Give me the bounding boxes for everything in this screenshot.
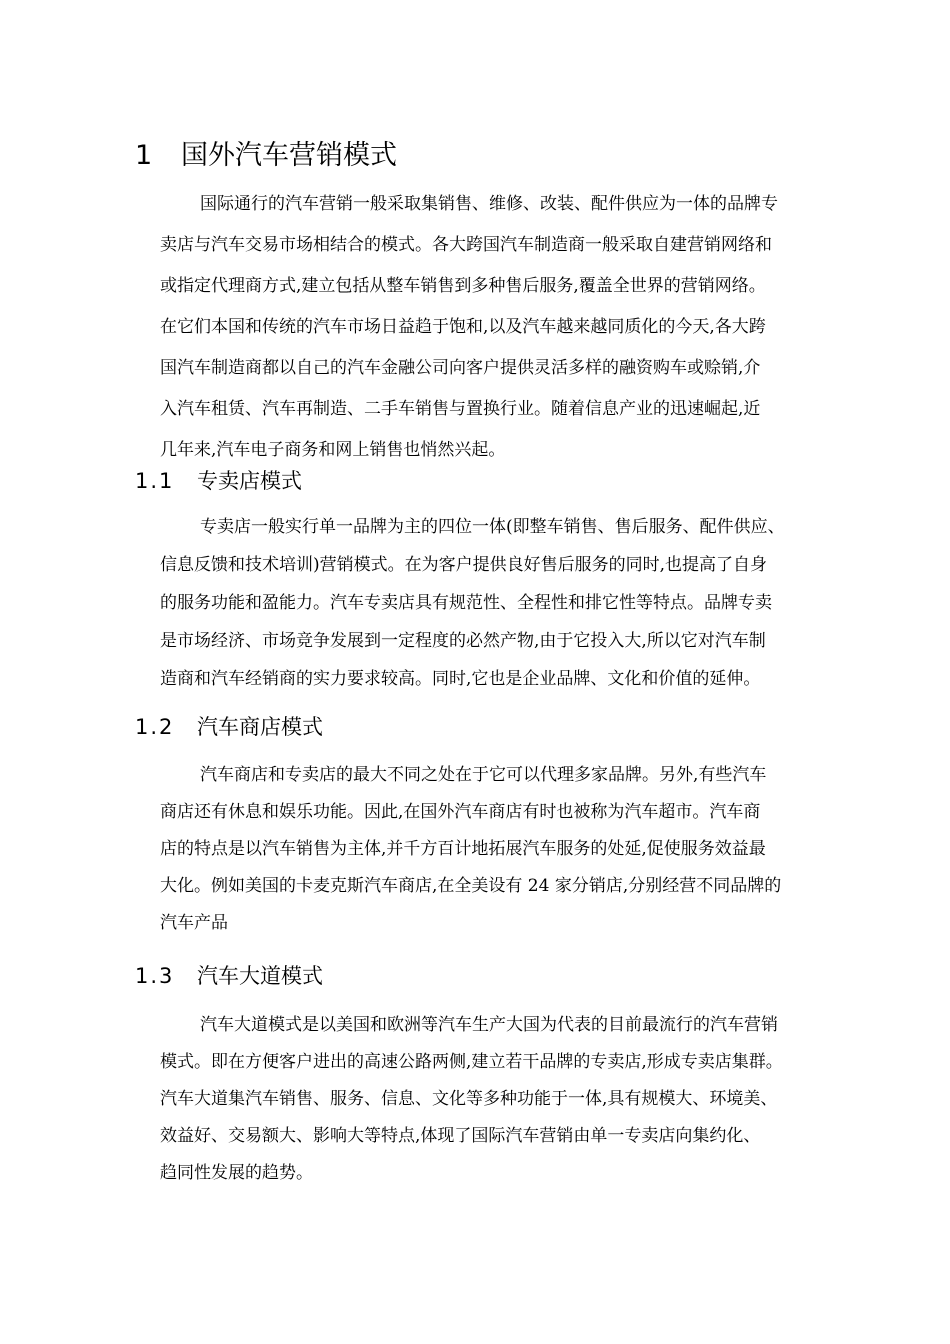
paragraph-line: 汽车产品 xyxy=(160,913,228,933)
paragraph-line: 大化。例如美国的卡麦克斯汽车商店,在全美设有 24 家分销店,分别经营不同品牌的 xyxy=(160,876,782,896)
section-heading-1-1 xyxy=(135,465,302,495)
section-heading-1-3 xyxy=(135,960,323,990)
paragraph-line: 入汽车租赁、汽车再制造、二手车销售与置换行业。随着信息产业的迅速崛起,近 xyxy=(160,399,761,419)
section-1-1-paragraph xyxy=(160,519,880,688)
section-title: 国外汽车营销模式 xyxy=(181,140,397,171)
paragraph-line: 造商和汽车经销商的实力要求较高。同时,它也是企业品牌、文化和价值的延伸。 xyxy=(160,669,761,689)
section-title: 汽车大道模式 xyxy=(197,964,323,988)
section-1-2-paragraph xyxy=(160,767,880,932)
paragraph-line: 汽车大道模式是以美国和欧洲等汽车生产大国为代表的目前最流行的汽车营销 xyxy=(200,1015,778,1035)
section-1-paragraph xyxy=(160,196,880,459)
section-number: 1.1 xyxy=(135,469,175,493)
section-1-3-paragraph xyxy=(160,1017,880,1182)
section-heading-1-2 xyxy=(135,711,323,741)
paragraph-line: 在它们本国和传统的汽车市场日益趋于饱和,以及汽车越来越同质化的今天,各大跨 xyxy=(160,317,766,337)
paragraph-line: 的服务功能和盈能力。汽车专卖店具有规范性、全程性和排它性等特点。品牌专卖 xyxy=(160,593,772,613)
paragraph-line: 效益好、交易额大、影响大等特点,体现了国际汽车营销由单一专卖店向集约化、 xyxy=(160,1126,761,1146)
section-number: 1 xyxy=(135,140,153,171)
paragraph-line: 模式。即在方便客户进出的高速公路两侧,建立若干品牌的专卖店,形成专卖店集群。 xyxy=(160,1052,783,1072)
section-title: 汽车商店模式 xyxy=(197,715,323,739)
paragraph-line: 国汽车制造商都以自己的汽车金融公司向客户提供灵活多样的融资购车或赊销,介 xyxy=(160,358,761,378)
paragraph-line: 店的特点是以汽车销售为主体,并千方百计地拓展汽车服务的处延,促使服务效益最 xyxy=(160,839,766,859)
section-number: 1.2 xyxy=(135,715,175,739)
section-heading-1 xyxy=(135,133,397,172)
paragraph-line: 几年来,汽车电子商务和网上销售也悄然兴起。 xyxy=(160,440,506,460)
paragraph-line: 商店还有休息和娱乐功能。因此,在国外汽车商店有时也被称为汽车超市。汽车商 xyxy=(160,802,761,822)
paragraph-line: 国际通行的汽车营销一般采取集销售、维修、改装、配件供应为一体的品牌专 xyxy=(200,194,778,214)
paragraph-line: 卖店与汽车交易市场相结合的模式。各大跨国汽车制造商一般采取自建营销网络和 xyxy=(160,235,772,255)
paragraph-line: 汽车大道集汽车销售、服务、信息、文化等多种功能于一体,具有规模大、环境美、 xyxy=(160,1089,778,1109)
paragraph-line: 趋同性发展的趋势。 xyxy=(160,1163,313,1183)
paragraph-line: 专卖店一般实行单一品牌为主的四位一体(即整车销售、售后服务、配件供应、 xyxy=(200,517,785,537)
section-number: 1.3 xyxy=(135,964,175,988)
paragraph-line: 是市场经济、市场竞争发展到一定程度的必然产物,由于它投入大,所以它对汽车制 xyxy=(160,631,766,651)
section-title: 专卖店模式 xyxy=(197,469,302,493)
paragraph-line: 或指定代理商方式,建立包括从整车销售到多种售后服务,覆盖全世界的营销网络。 xyxy=(160,276,766,296)
paragraph-line: 信息反馈和技术培训)营销模式。在为客户提供良好售后服务的同时,也提高了自身 xyxy=(160,555,768,575)
paragraph-line: 汽车商店和专卖店的最大不同之处在于它可以代理多家品牌。另外,有些汽车 xyxy=(200,765,767,785)
